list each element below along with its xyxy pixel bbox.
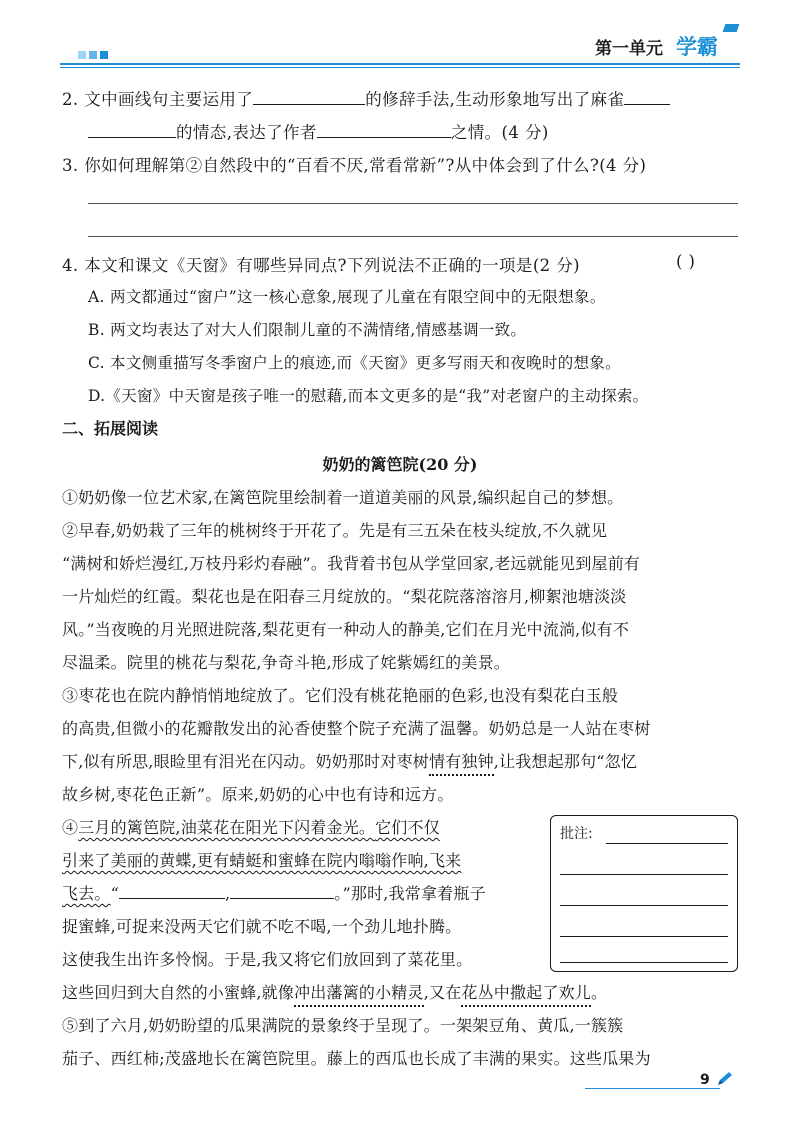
annotation-line[interactable] bbox=[560, 905, 728, 906]
paragraph-2-line: 风。”当夜晚的月光照进院落,梨花更有一种动人的静美,它们在月光中流淌,似有不 bbox=[62, 620, 630, 639]
article-title: 奶奶的篱笆院(20 分) bbox=[322, 455, 478, 474]
wavy-underlined-sentence: 三月的篱笆院,油菜花在阳光下闪着金光。它们不仅 bbox=[78, 818, 440, 837]
paragraph-1: ①奶奶像一位艺术家,在篱笆院里绘制着一道道美丽的风景,编织起自己的梦想。 bbox=[62, 488, 624, 507]
annotation-line[interactable] bbox=[560, 962, 728, 963]
option-d[interactable]: D.《天窗》中天窗是孩子唯一的慰藉,而本文更多的是“我”对老窗户的主动探索。 bbox=[88, 387, 649, 405]
paragraph-3-line: ③枣花也在院内静悄悄地绽放了。它们没有桃花艳丽的色彩,也没有梨花白玉般 bbox=[62, 686, 619, 705]
graduation-cap-icon bbox=[723, 24, 740, 32]
paragraph-4-line bbox=[62, 848, 461, 871]
answer-blank[interactable] bbox=[624, 88, 670, 105]
header-rule bbox=[60, 63, 740, 65]
answer-blank[interactable] bbox=[88, 121, 176, 138]
annotation-line[interactable] bbox=[560, 936, 728, 937]
dotted-emphasis: 花丛中撒起了欢儿 bbox=[461, 983, 591, 1007]
annotation-line[interactable] bbox=[560, 874, 728, 875]
paragraph-4-line: 这使我生出许多怜悯。于是,我又将它们放回到了菜花里。 bbox=[62, 950, 473, 969]
paragraph-2-line: 一片灿烂的红霞。梨花也是在阳春三月绽放的。“梨花院落溶溶月,柳絮池塘淡淡 bbox=[62, 587, 627, 606]
paragraph-5-line: 茄子、西红柿;茂盛地长在篱笆院里。藤上的西瓜也长成了丰满的果实。这些瓜果为 bbox=[62, 1049, 651, 1068]
option-b[interactable]: B. 两文均表达了对大人们限制儿童的不满情绪,情感基调一致。 bbox=[88, 321, 527, 339]
question-4: 4. 本文和课文《天窗》有哪些异同点?下列说法不正确的一项是(2 分) bbox=[62, 256, 580, 275]
paragraph-2-line: 尽温柔。院里的桃花与梨花,争奇斗艳,形成了姹紫嫣红的美景。 bbox=[62, 653, 510, 672]
option-a[interactable]: A. 两文都通过“窗户”这一核心意象,展现了儿童在有限空间中的无限想象。 bbox=[88, 288, 606, 306]
answer-parentheses[interactable]: ( ) bbox=[676, 252, 696, 271]
question-2-line-1: 2. 文中画线句主要运用了 的修辞手法,生动形象地写出了麻雀 bbox=[62, 86, 670, 110]
section-heading: 二、拓展阅读 bbox=[62, 419, 159, 438]
option-c[interactable]: C. 本文侧重描写冬季窗户上的痕迹,而《天窗》更多写雨天和夜晚时的想象。 bbox=[88, 354, 621, 372]
wavy-underlined-sentence: 飞去。 bbox=[62, 884, 111, 903]
answer-line[interactable] bbox=[88, 236, 738, 237]
brand-logo: 学霸 bbox=[676, 35, 718, 59]
dotted-emphasis: 冲出藩篱的小精灵 bbox=[294, 983, 424, 1007]
paragraph-3-line: 下,似有所思,眼睑里有泪光在闪动。奶奶那时对枣树情有独钟,让我想起那句“忽忆 bbox=[62, 749, 637, 772]
pencil-icon bbox=[716, 1071, 734, 1091]
answer-blank[interactable] bbox=[230, 882, 334, 899]
answer-line[interactable] bbox=[88, 203, 738, 204]
paragraph-5-line: ⑤到了六月,奶奶盼望的瓜果满院的景象终于呈现了。一架架豆角、黄瓜,一簇簇 bbox=[62, 1016, 624, 1035]
wavy-underlined-sentence: 引来了美丽的黄蝶,更有蜻蜓和蜜蜂在院内嗡嗡作响,飞来 bbox=[62, 851, 462, 870]
footer-rule bbox=[585, 1088, 720, 1089]
paragraph-4-line: 飞去。“ , 。”那时,我常拿着瓶子 bbox=[62, 884, 486, 903]
answer-blank[interactable] bbox=[119, 882, 225, 899]
answer-blank[interactable] bbox=[317, 121, 451, 138]
unit-label: 第一单元 bbox=[595, 39, 663, 59]
header-rule-thin bbox=[60, 67, 740, 68]
question-3: 3. 你如何理解第②自然段中的“百看不厌,常看常新”?从中体会到了什么?(4 分) bbox=[62, 156, 647, 175]
page-number: 9 bbox=[700, 1072, 710, 1088]
dotted-emphasis: 情有独钟 bbox=[429, 752, 494, 776]
paragraph-2-line: “满树和娇烂漫红,万枝丹彩灼春融”。我背着书包从学堂回家,老远就能见到屋前有 bbox=[62, 554, 641, 573]
paragraph-4-line: 这些回归到大自然的小蜜蜂,就像冲出藩篱的小精灵,又在花丛中撒起了欢儿。 bbox=[62, 980, 607, 1003]
paragraph-3-line: 故乡树,枣花色正新”。原来,奶奶的心中也有诗和远方。 bbox=[62, 785, 454, 804]
answer-blank[interactable] bbox=[253, 88, 365, 105]
paragraph-2-line: ②早春,奶奶栽了三年的桃树终于开花了。先是有三五朵在枝头绽放,不久就见 bbox=[62, 521, 608, 540]
header-decoration bbox=[78, 44, 111, 63]
paragraph-3-line: 的高贵,但微小的花瓣散发出的沁香使整个院子充满了温馨。奶奶总是一人站在枣树 bbox=[62, 719, 651, 738]
paragraph-4-line: ④三月的篱笆院,油菜花在阳光下闪着金光。它们不仅 bbox=[62, 818, 440, 837]
annotation-label: 批注: bbox=[560, 826, 593, 842]
annotation-line[interactable] bbox=[606, 843, 728, 844]
paragraph-4-line: 捉蜜蜂,可捉来没两天它们就不吃不喝,一个劲儿地扑腾。 bbox=[62, 917, 462, 936]
question-2-line-2: 的情态,表达了作者 之情。(4 分) bbox=[88, 119, 549, 143]
